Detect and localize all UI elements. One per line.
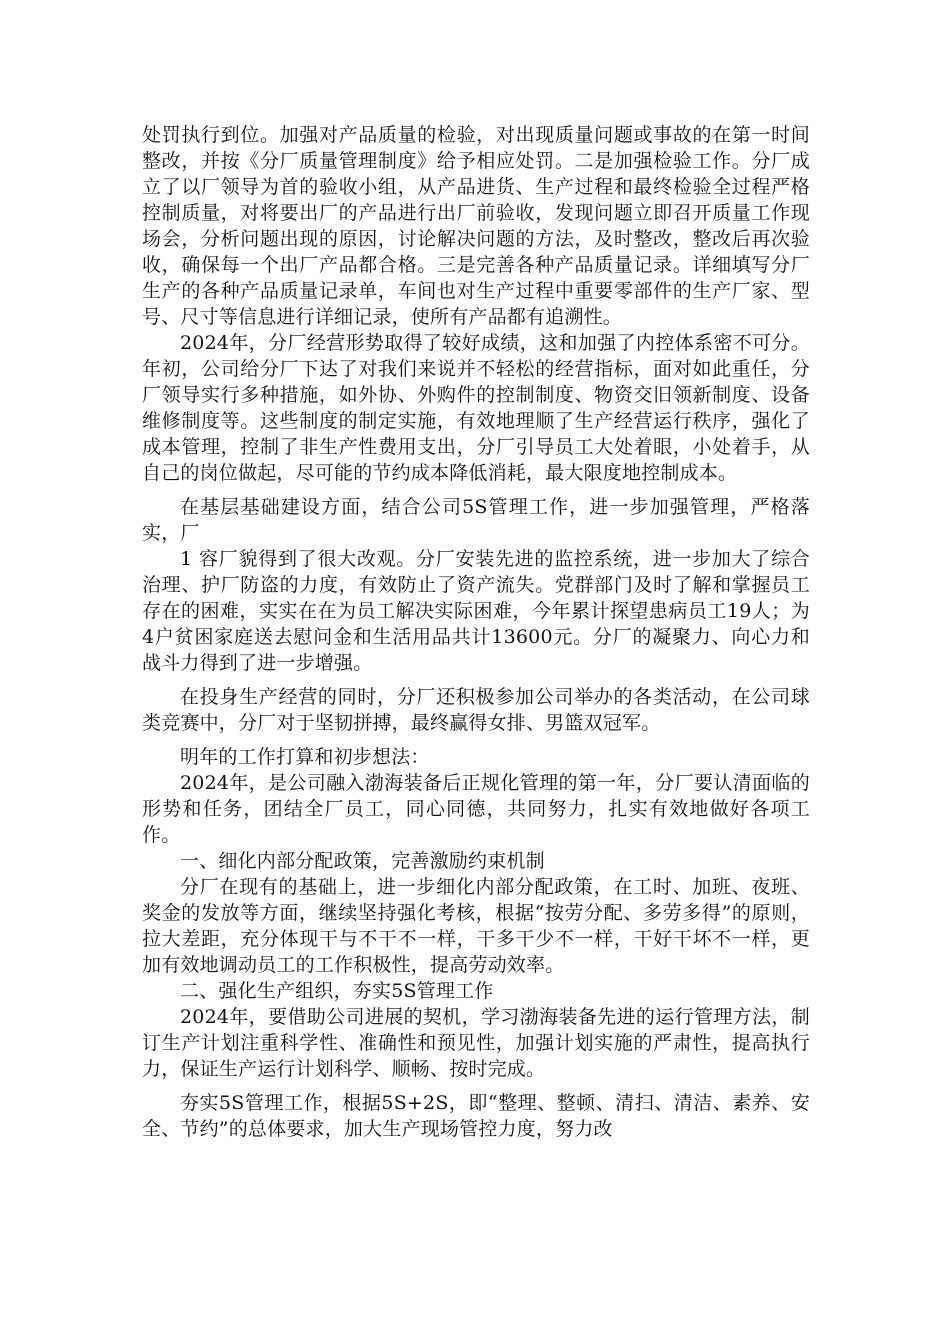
paragraph-factory-appearance: 1 容厂貌得到了很大改观。分厂安装先进的监控系统，进一步加大了综合治理、护厂防盗的力度，有效防止了资产流失。党群部门及时了解和掌握员工存在的困难，实实在在为员工解决实际困难，今年累计探望患病员工19人；为4户贫困家庭送去慰问金和生活用品共计13600元。分厂的凝聚力、向心力和战斗力得到了进一步增强。: [142, 548, 810, 674]
paragraph-internal-control: 2024年，分厂经营形势取得了较好成绩，这和加强了内控体系密不可分。年初，公司给分厂下达了对我们来说并不轻松的经营指标，面对如此重任，分厂领导实行多种措施，如外协、外购件的控制制度、物资交旧领新制度、设备维修制度等。这些制度的制定实施，有效地理顺了生产经营运行秩序，强化了成本管理，控制了非生产性费用支出，分厂引导员工大处着眼，小处着手，从自己的岗位做起，尽可能的节约成本降低消耗，最大限度地控制成本。: [142, 332, 810, 484]
paragraph-basic-construction: 在基层基础建设方面，结合公司5S管理工作，进一步加强管理，严格落实，厂: [142, 496, 810, 544]
paragraph-next-year-heading: 明年的工作打算和初步想法：: [180, 746, 430, 768]
paragraph-company-activities: 在投身生产经营的同时，分厂还积极参加公司举办的各类活动，在公司球类竞赛中，分厂对于坚韧拼搏，最终赢得女排、男篮双冠军。: [142, 686, 810, 734]
paragraph-next-year-intro: 2024年，是公司融入渤海装备后正规化管理的第一年，分厂要认清面临的形势和任务，团结全厂员工，同心同德，共同努力，扎实有效地做好各项工作。: [142, 772, 810, 846]
paragraph-distribution-policy: 分厂在现有的基础上，进一步细化内部分配政策，在工时、加班、夜班、奖金的发放等方面，继续坚持强化考核，根据“按劳分配、多劳多得”的原则，拉大差距，充分体现干与不干不一样，干多干少不一样，干好干坏不一样，更加有效地调动员工的工作积极性，提高劳动效率。: [142, 876, 810, 976]
section-heading-distribution-policy: 一、细化内部分配政策，完善激励约束机制: [180, 850, 545, 872]
document-page: [142, 122, 810, 1142]
paragraph-quality-inspection: 处罚执行到位。加强对产品质量的检验，对出现质量问题或事故的在第一时间整改，并按《分厂质量管理制度》给予相应处罚。二是加强检验工作。分厂成立了以厂领导为首的验收小组，从产品进货、生产过程和最终检验全过程严格控制质量，对将要出厂的产品进行出厂前验收，发现问题立即召开质量工作现场会，分析问题出现的原因，讨论解决问题的方法，及时整改，整改后再次验收，确保每一个出厂产品都合格。三是完善各种产品质量记录。详细填写分厂生产的各种产品质量记录单，车间也对生产过程中重要零部件的生产厂家、型号、尺寸等信息进行详细记录，使所有产品都有追溯性。: [142, 124, 810, 328]
paragraph-5s-management: 夯实5S管理工作，根据5S+2S，即“整理、整顿、清扫、清洁、素养、安全、节约”的总体要求，加大生产现场管控力度，努力改: [142, 1092, 810, 1140]
paragraph-production-organization: 2024年，要借助公司进展的契机，学习渤海装备先进的运行管理方法，制订生产计划注重科学性、准确性和预见性，加强计划实施的严肃性，提高执行力，保证生产运行计划科学、顺畅、按时完成。: [142, 1006, 810, 1080]
section-heading-production-organization: 二、强化生产组织，夯实5S管理工作: [180, 980, 494, 1002]
